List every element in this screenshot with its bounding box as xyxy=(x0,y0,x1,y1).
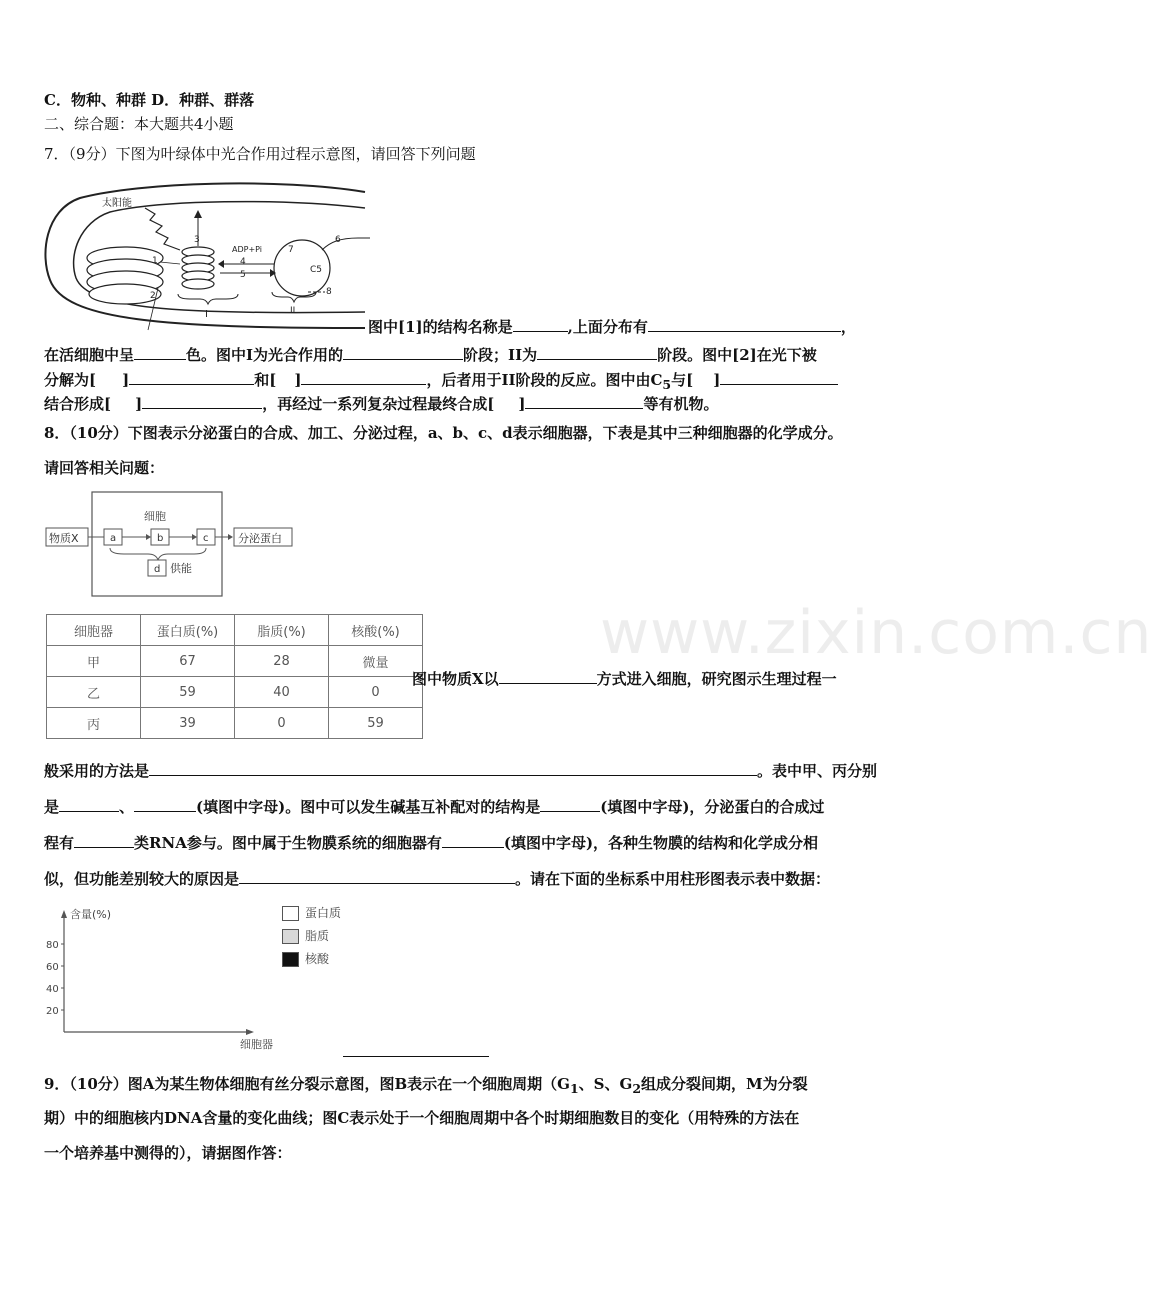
organelle-c: c xyxy=(203,533,209,544)
legend-nucleic xyxy=(282,950,329,967)
label-1: 1 xyxy=(152,256,158,266)
table-header-cell: 蛋白质(%) xyxy=(141,615,235,646)
table-cell: 丙 xyxy=(47,708,141,739)
q7-line4 xyxy=(44,393,718,414)
table-cell: 微量 xyxy=(329,646,423,677)
q7-l1b: ,上面分布有 xyxy=(567,318,648,336)
label-3: 3 xyxy=(194,235,200,245)
q8-l1b: 方式进入细胞，研究图示生理过程一 xyxy=(596,670,837,688)
q7-l3c: 和[ xyxy=(254,371,277,389)
q8-stem2: 请回答相关问题： xyxy=(44,459,165,477)
options-c-d: C．物种、种群 D．种群、群落 xyxy=(44,91,255,109)
q8-blank-3[interactable] xyxy=(59,796,119,812)
label-4: 4 xyxy=(240,257,246,267)
label-8: 8 xyxy=(326,287,332,297)
q7-stem xyxy=(44,144,476,164)
q7-l4e: 等有机物。 xyxy=(643,395,719,413)
q7-l4c: ，再经过一系列复杂过程最终合成[ xyxy=(262,395,495,413)
q7-line3 xyxy=(44,369,838,395)
q7-blank-6[interactable] xyxy=(129,369,254,385)
q8-l5a: 似，但功能差别较大的原因是 xyxy=(44,870,240,888)
table-cell: 59 xyxy=(141,677,235,708)
legend-label: 脂质 xyxy=(305,929,330,943)
q7-blank-10[interactable] xyxy=(525,393,643,409)
q8-l3d: (填图中字母)，分泌蛋白的合成过 xyxy=(600,798,825,816)
q7-blank-5[interactable] xyxy=(537,344,657,360)
q7-blank-4[interactable] xyxy=(343,344,463,360)
q8-l4a: 程有 xyxy=(44,834,75,852)
y-tick-label: 20 xyxy=(46,1006,59,1017)
label-6: 6 xyxy=(335,235,341,245)
q7-l4b: ] xyxy=(135,395,143,413)
empty-bar-chart-axes xyxy=(44,904,284,1054)
organelle-a: a xyxy=(110,533,117,544)
q7-blank-2[interactable] xyxy=(648,316,841,332)
q8-line4 xyxy=(44,832,818,853)
q8-l4b: 类RNA参与。图中属于生物膜系统的细胞器有 xyxy=(134,834,442,852)
stage-i-label: I xyxy=(205,309,208,320)
sun-label: 太阳能 xyxy=(102,198,132,209)
label-5: 5 xyxy=(240,270,246,280)
q7-line1 xyxy=(368,316,856,337)
table-cell: 28 xyxy=(235,646,329,677)
legend-swatch-nucleic xyxy=(282,952,299,967)
q7-c5-sub: 5 xyxy=(662,377,672,392)
q7-line2 xyxy=(44,344,817,365)
adp-label: ADP+Pi xyxy=(232,245,263,254)
legend-label: 蛋白质 xyxy=(305,906,342,920)
table-cell: 67 xyxy=(141,646,235,677)
chloroplast-diagram xyxy=(40,180,380,335)
q7-l2d: 阶段。图中[2]在光下被 xyxy=(657,346,817,364)
q7-l3g: ] xyxy=(713,371,721,389)
y-tick-label: 60 xyxy=(46,962,59,973)
q8-line3 xyxy=(44,796,824,817)
q7-l3b: ] xyxy=(122,371,130,389)
q9-l1b: 、S、G xyxy=(578,1075,633,1093)
q8-l1a: 图中物质X以 xyxy=(412,670,499,688)
label-7: 7 xyxy=(288,245,294,255)
q8-l4c: (填图中字母)，各种生物膜的结构和化学成分相 xyxy=(503,834,819,852)
table-cell: 0 xyxy=(329,677,423,708)
q7-l1a: 图中[1]的结构名称是 xyxy=(368,318,513,336)
q8-blank-4[interactable] xyxy=(134,796,196,812)
q8-line5 xyxy=(44,868,830,889)
substance-x-label: 物质X xyxy=(49,532,79,545)
table-cell: 59 xyxy=(329,708,423,739)
q8-line2 xyxy=(44,760,877,781)
legend-swatch-protein xyxy=(282,906,299,921)
q7-blank-7[interactable] xyxy=(301,369,426,385)
table-header-cell: 脂质(%) xyxy=(235,615,329,646)
table-cell: 39 xyxy=(141,708,235,739)
q7-l3e: ，后者用于II阶段的反应。图中由C xyxy=(426,371,663,389)
q7-blank-8[interactable] xyxy=(720,369,838,385)
q7-l4a: 结合形成[ xyxy=(44,395,112,413)
table-cell: 甲 xyxy=(47,646,141,677)
table-row xyxy=(47,677,423,708)
q8-blank-7[interactable] xyxy=(442,832,504,848)
q9-g1-sub: 1 xyxy=(569,1081,579,1096)
q9-line1 xyxy=(44,1074,808,1099)
legend-lipid xyxy=(282,927,329,944)
section-heading: 二、综合题：本大题共4小题 xyxy=(44,115,234,133)
q8-blank-5[interactable] xyxy=(540,796,600,812)
q8-l3b: 、 xyxy=(119,798,135,816)
q8-l2a: 般采用的方法是 xyxy=(44,762,150,780)
table-cell: 0 xyxy=(235,708,329,739)
organelle-b: b xyxy=(157,533,164,544)
x-axis-label: 细胞器 xyxy=(240,1038,273,1051)
y-tick-label: 40 xyxy=(46,984,59,995)
q8-blank-8[interactable] xyxy=(239,868,515,884)
table-cell: 乙 xyxy=(47,677,141,708)
q7-blank-3[interactable] xyxy=(134,344,186,360)
secretory-protein-label: 分泌蛋白 xyxy=(238,532,282,545)
q7-blank-1[interactable] xyxy=(513,316,568,332)
q9-line2: 期）中的细胞核内DNA含量的变化曲线；图C表示处于一个细胞周期中各个时期细胞数目的变化（用特殊的方法在 xyxy=(44,1109,800,1127)
legend-label: 核酸 xyxy=(305,952,330,966)
q7-l3f: 与[ xyxy=(671,371,694,389)
q8-l3c: (填图中字母)。图中可以发生碱基互补配对的结构是 xyxy=(196,798,541,816)
table-header-cell: 细胞器 xyxy=(47,615,141,646)
thylakoid-stack xyxy=(182,247,214,289)
label-2: 2 xyxy=(150,291,156,301)
q8-l5b: 。请在下面的坐标系中用柱形图表示表中数据： xyxy=(515,870,831,888)
secretion-flow-diagram xyxy=(44,488,304,600)
y-tick-label: 80 xyxy=(46,940,59,951)
y-axis-label: 含量(%) xyxy=(70,908,112,921)
legend-protein xyxy=(282,904,341,921)
q8-l3a: 是 xyxy=(44,798,60,816)
table-header-row xyxy=(47,615,423,646)
q7-l1c: ， xyxy=(840,318,856,336)
q7-l3a: 分解为[ xyxy=(44,371,97,389)
c5-label: C5 xyxy=(310,265,323,275)
legend-swatch-lipid xyxy=(282,929,299,944)
q7-stem-text: 7．（9分）下图为叶绿体中光合作用过程示意图，请回答下列问题 xyxy=(44,145,476,163)
energy-label: 供能 xyxy=(170,562,192,575)
watermark: www.zixin.com.cn xyxy=(600,598,1152,668)
q9-line3: 一个培养基中测得的），请据图作答： xyxy=(44,1144,292,1162)
q8-l2b: 。表中甲、丙分别 xyxy=(757,762,878,780)
table-header-cell: 核酸(%) xyxy=(329,615,423,646)
q9-l1c: 组成分裂间期，M为分裂 xyxy=(641,1075,808,1093)
table-cell: 40 xyxy=(235,677,329,708)
q8-line1 xyxy=(412,668,837,689)
table-row xyxy=(47,646,423,677)
q7-l3d: ] xyxy=(294,371,302,389)
answer-line[interactable] xyxy=(343,1056,489,1057)
q7-l4d: ] xyxy=(518,395,526,413)
q8-blank-2[interactable] xyxy=(149,760,757,776)
q9-l1a: 9．（10分）图A为某生物体细胞有丝分裂示意图，图B表示在一个细胞周期（G xyxy=(44,1075,570,1093)
cell-label: 细胞 xyxy=(144,510,166,523)
q8-stem: 8．（10分）下图表示分泌蛋白的合成、加工、分泌过程，a、b、c、d表示细胞器，下表是其中三种细胞器的化学成分。 xyxy=(44,424,843,442)
q7-blank-9[interactable] xyxy=(142,393,262,409)
q8-blank-1[interactable] xyxy=(499,668,597,684)
q9-g2-sub: 2 xyxy=(632,1081,642,1096)
organelle-composition-table xyxy=(46,614,423,739)
q7-l2a: 在活细胞中呈 xyxy=(44,346,135,364)
organelle-d: d xyxy=(154,564,161,575)
stage-ii-label: II xyxy=(290,306,296,316)
q7-l2c: 阶段；II为 xyxy=(463,346,538,364)
q8-blank-6[interactable] xyxy=(74,832,134,848)
q7-l2b: 色。图中I为光合作用的 xyxy=(186,346,344,364)
table-row xyxy=(47,708,423,739)
